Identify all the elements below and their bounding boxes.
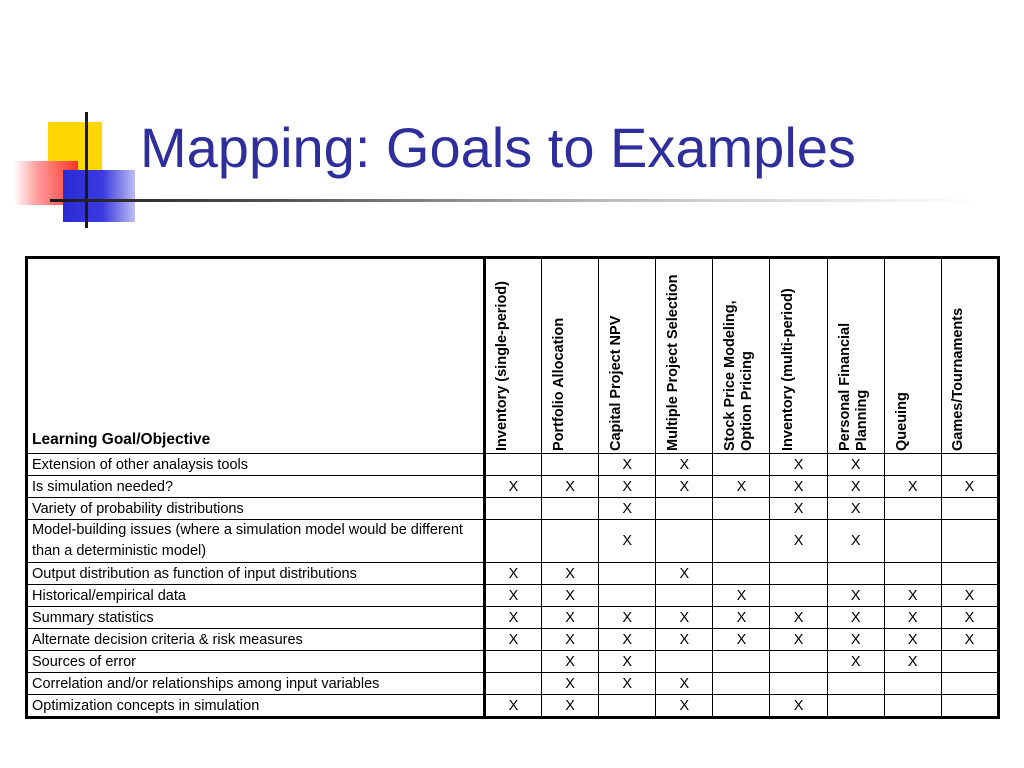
goals-table <box>25 256 1000 719</box>
mark-cell <box>941 520 998 563</box>
logo-squares-icon <box>0 0 150 240</box>
mark-cell: X <box>542 585 599 607</box>
blue-square-icon <box>63 170 135 222</box>
example-column-label: Capital Project NPV <box>608 315 625 451</box>
mark-cell: X <box>484 563 541 585</box>
mark-cell: X <box>770 629 827 651</box>
mark-cell <box>484 651 541 673</box>
example-column-header <box>827 258 884 454</box>
mark-cell: X <box>542 607 599 629</box>
mark-cell <box>941 498 998 520</box>
mark-cell: X <box>827 498 884 520</box>
table-row <box>27 476 999 498</box>
slide-title: Mapping: Goals to Examples <box>140 116 856 179</box>
mark-cell <box>941 651 998 673</box>
mark-cell: X <box>542 476 599 498</box>
mark-cell: X <box>827 607 884 629</box>
mark-cell: X <box>770 607 827 629</box>
mark-cell <box>656 651 713 673</box>
mark-cell: X <box>656 629 713 651</box>
mark-cell <box>542 454 599 476</box>
mark-cell <box>484 454 541 476</box>
example-column-label: Games/Tournaments <box>950 307 967 451</box>
mark-cell: X <box>941 629 998 651</box>
mark-cell <box>884 498 941 520</box>
mark-cell: X <box>884 607 941 629</box>
mark-cell <box>770 585 827 607</box>
goal-cell: Historical/empirical data <box>27 585 485 607</box>
mark-cell: X <box>827 520 884 563</box>
mark-cell <box>941 695 998 718</box>
example-column-header <box>599 258 656 454</box>
example-column-header <box>542 258 599 454</box>
mark-cell: X <box>484 607 541 629</box>
mark-cell <box>770 651 827 673</box>
table-row <box>27 607 999 629</box>
mark-cell: X <box>827 454 884 476</box>
mark-cell: X <box>656 476 713 498</box>
mark-cell: X <box>941 607 998 629</box>
goal-cell: Is simulation needed? <box>27 476 485 498</box>
goal-cell: Output distribution as function of input distributions <box>27 563 485 585</box>
example-column-header <box>656 258 713 454</box>
table-row <box>27 673 999 695</box>
table-row <box>27 651 999 673</box>
mark-cell: X <box>484 629 541 651</box>
mark-cell: X <box>599 629 656 651</box>
mark-cell <box>941 563 998 585</box>
mark-cell: X <box>542 629 599 651</box>
mark-cell: X <box>884 476 941 498</box>
mark-cell: X <box>713 476 770 498</box>
logo-vertical-line <box>85 112 88 228</box>
mark-cell: X <box>542 673 599 695</box>
mark-cell: X <box>599 476 656 498</box>
mark-cell: X <box>884 629 941 651</box>
mark-cell: X <box>827 629 884 651</box>
table-header-row <box>27 258 999 454</box>
table-row <box>27 454 999 476</box>
mark-cell: X <box>770 520 827 563</box>
mark-cell: X <box>656 673 713 695</box>
example-column-header <box>884 258 941 454</box>
example-column-label: Multiple Project Selection <box>665 274 682 451</box>
mark-cell <box>713 673 770 695</box>
mark-cell: X <box>941 476 998 498</box>
goal-cell: Alternate decision criteria & risk measures <box>27 629 485 651</box>
mark-cell: X <box>713 585 770 607</box>
mark-cell <box>599 695 656 718</box>
mark-cell: X <box>770 695 827 718</box>
mark-cell <box>884 454 941 476</box>
mark-cell: X <box>542 651 599 673</box>
mark-cell: X <box>827 585 884 607</box>
mark-cell <box>656 520 713 563</box>
mark-cell: X <box>542 695 599 718</box>
mark-cell <box>884 563 941 585</box>
mark-cell <box>713 563 770 585</box>
mark-cell <box>827 695 884 718</box>
goal-cell: Extension of other analaysis tools <box>27 454 485 476</box>
goal-cell: Sources of error <box>27 651 485 673</box>
goal-cell: Correlation and/or relationships among input variables <box>27 673 485 695</box>
mark-cell: X <box>599 454 656 476</box>
mark-cell <box>599 585 656 607</box>
table-row <box>27 585 999 607</box>
mark-cell: X <box>656 563 713 585</box>
example-column-label: Queuing <box>893 392 910 451</box>
mark-cell <box>599 563 656 585</box>
mark-cell: X <box>770 498 827 520</box>
mark-cell: X <box>484 695 541 718</box>
mark-cell: X <box>484 476 541 498</box>
mark-cell: X <box>599 607 656 629</box>
mark-cell: X <box>542 563 599 585</box>
mark-cell: X <box>599 651 656 673</box>
mark-cell <box>484 498 541 520</box>
mark-cell: X <box>656 607 713 629</box>
mark-cell <box>542 520 599 563</box>
mark-cell: X <box>656 454 713 476</box>
goal-column-header: Learning Goal/Objective <box>27 258 485 454</box>
goal-cell: Model-building issues (where a simulation model would be different than a deterministic model) <box>27 520 485 563</box>
table-row <box>27 520 999 563</box>
mark-cell <box>484 673 541 695</box>
mark-cell <box>713 651 770 673</box>
mark-cell: X <box>941 585 998 607</box>
example-column-label: Personal Financial Planning <box>836 322 870 451</box>
mark-cell: X <box>884 651 941 673</box>
mark-cell <box>713 454 770 476</box>
mark-cell <box>770 673 827 695</box>
mark-cell: X <box>599 520 656 563</box>
mark-cell <box>656 498 713 520</box>
mark-cell: X <box>656 695 713 718</box>
mark-cell: X <box>827 651 884 673</box>
mark-cell <box>884 695 941 718</box>
example-column-label: Inventory (single-period) <box>494 281 511 451</box>
mark-cell <box>713 520 770 563</box>
mark-cell <box>884 673 941 695</box>
mark-cell <box>713 695 770 718</box>
mark-cell <box>770 563 827 585</box>
mark-cell <box>941 673 998 695</box>
mark-cell <box>827 563 884 585</box>
mark-cell <box>941 454 998 476</box>
example-column-header <box>941 258 998 454</box>
table-row <box>27 629 999 651</box>
mark-cell: X <box>484 585 541 607</box>
example-column-label: Inventory (multi-period) <box>779 288 796 451</box>
mark-cell: X <box>827 476 884 498</box>
mark-cell: X <box>770 454 827 476</box>
mark-cell: X <box>884 585 941 607</box>
goal-cell: Optimization concepts in simulation <box>27 695 485 718</box>
table-row <box>27 695 999 718</box>
example-column-label: Portfolio Allocation <box>551 317 568 451</box>
mark-cell <box>827 673 884 695</box>
example-column-header <box>770 258 827 454</box>
mark-cell <box>713 498 770 520</box>
example-column-header <box>713 258 770 454</box>
mark-cell: X <box>713 629 770 651</box>
mark-cell <box>656 585 713 607</box>
example-column-header <box>484 258 541 454</box>
mark-cell <box>542 498 599 520</box>
mark-cell: X <box>599 498 656 520</box>
mark-cell <box>884 520 941 563</box>
goal-cell: Variety of probability distributions <box>27 498 485 520</box>
example-column-label: Stock Price Modeling, Option Pricing <box>722 300 756 451</box>
goal-cell: Summary statistics <box>27 607 485 629</box>
table-row <box>27 563 999 585</box>
mark-cell <box>484 520 541 563</box>
mark-cell: X <box>713 607 770 629</box>
table-row <box>27 498 999 520</box>
title-underline <box>50 199 980 202</box>
mark-cell: X <box>770 476 827 498</box>
mark-cell: X <box>599 673 656 695</box>
